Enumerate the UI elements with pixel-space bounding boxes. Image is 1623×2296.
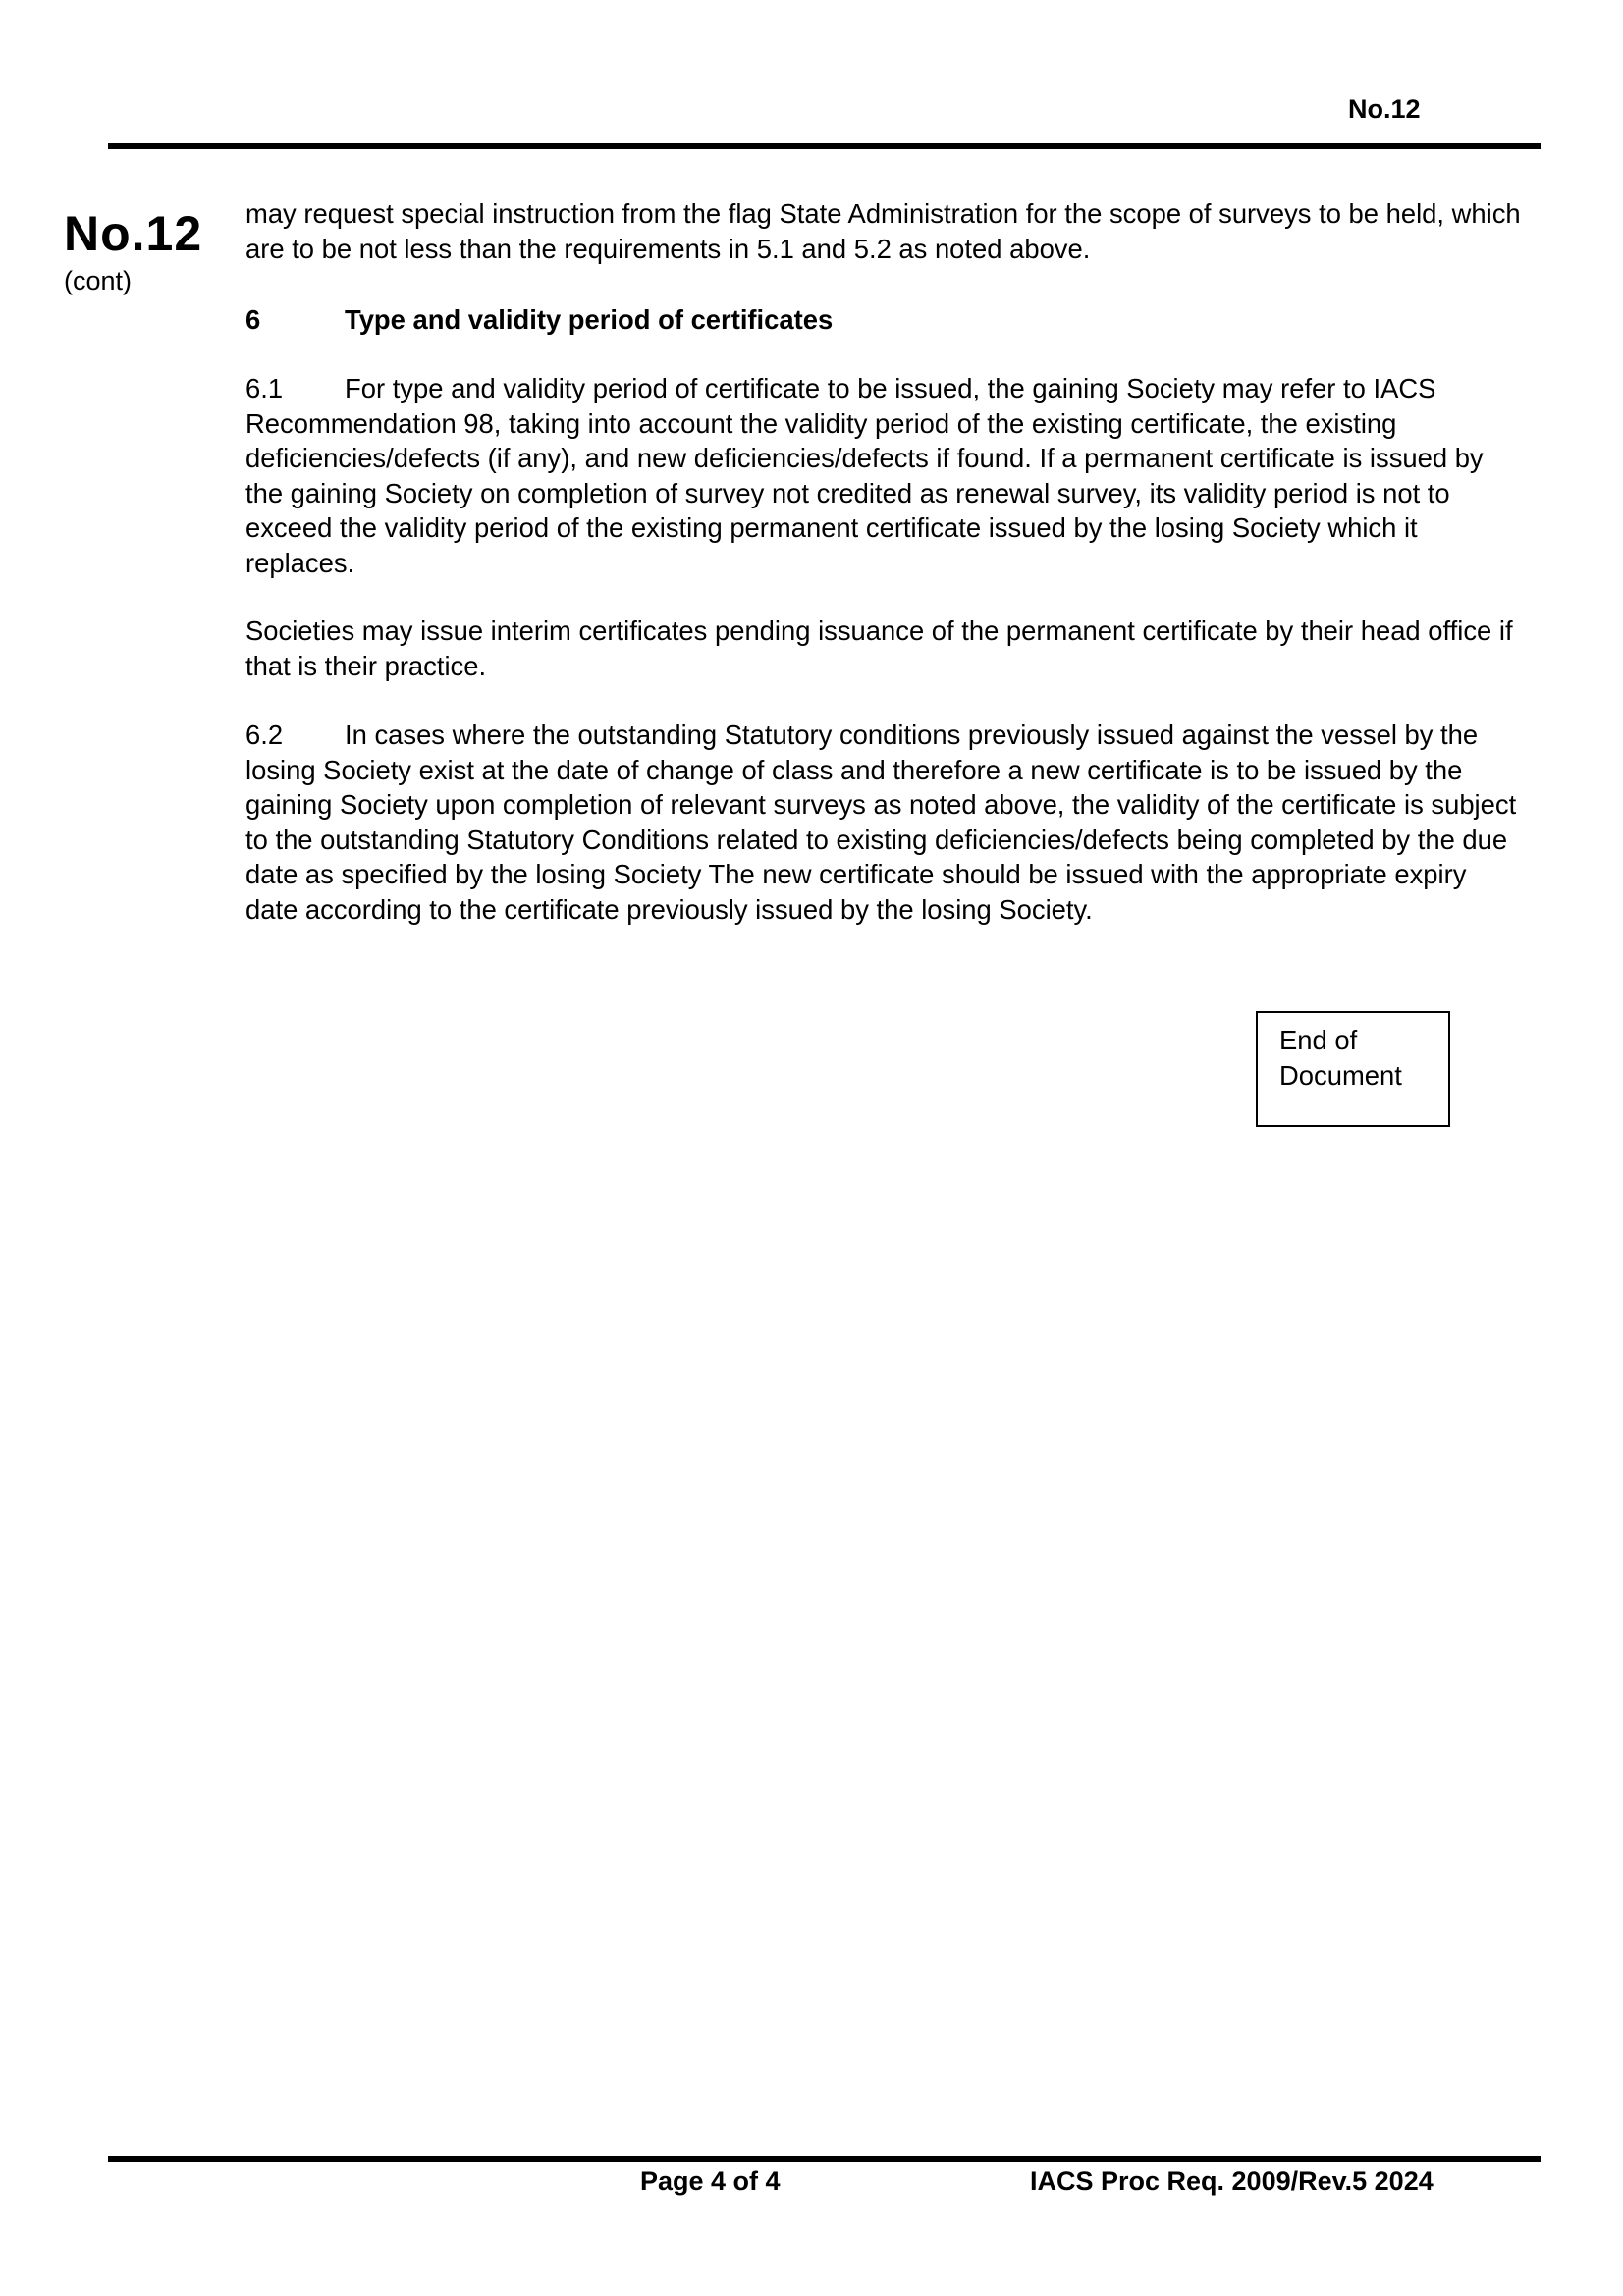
end-box-line-1: End of xyxy=(1279,1025,1358,1055)
end-of-document-box xyxy=(1256,1011,1450,1127)
section-heading xyxy=(245,302,833,337)
clause-6-1-number: 6.1 xyxy=(245,373,284,403)
interim-certificates-paragraph: Societies may issue interim certificates pending issuance of the permanent certificate by their head office if that is their practice. xyxy=(245,615,1513,681)
end-box-line-2: Document xyxy=(1279,1059,1402,1091)
clause-6-2 xyxy=(245,718,1522,927)
footer-doc-ref: IACS Proc Req. 2009/Rev.5 2024 xyxy=(1030,2166,1434,2196)
sidebar-document-number: No.12 xyxy=(64,206,203,261)
header-doc-ref: No.12 xyxy=(1348,94,1421,124)
section-number: 6 xyxy=(245,304,261,335)
intro-paragraph: may request special instruction from the flag State Administration for the scope of surveys to be held, which are to be not less than the requirements in 5.1 and 5.2 as noted above. xyxy=(245,198,1521,264)
footer-rule xyxy=(108,2156,1541,2162)
clause-6-2-text: In cases where the outstanding Statutory conditions previously issued against the vessel by the losing Society exist at the date of change of class and therefore a new certificate is to be issued by the gaining Society upon completion of relevant surveys as noted above, the validity of the certificate is subject to the outstanding Statutory Conditions related to existing deficiencies/defects being completed by the due date as specified by the losing Society The new certificate should be issued with the appropriate expiry date according to the certificate previously issued by the losing Society. xyxy=(245,720,1517,925)
clause-6-2-number: 6.2 xyxy=(245,720,284,750)
clause-6-1 xyxy=(245,371,1522,580)
header-rule xyxy=(108,143,1541,149)
section-title: Type and validity period of certificates xyxy=(345,304,834,335)
clause-6-1-text: For type and validity period of certificate to be issued, the gaining Society may refer to IACS Recommendation 98, taking into account the validity period of the existing certificate, the existing deficiencies/defects (if any), and new deficiencies/defects if found. If a permanent certificate is issued by the gaining Society on completion of survey not credited as renewal survey, its validity period is not to exceed the validity period of the existing permanent certificate issued by the losing Society which it replaces. xyxy=(245,373,1484,578)
footer-page-number: Page 4 of 4 xyxy=(640,2166,781,2196)
sidebar-continuation: (cont) xyxy=(64,266,133,295)
